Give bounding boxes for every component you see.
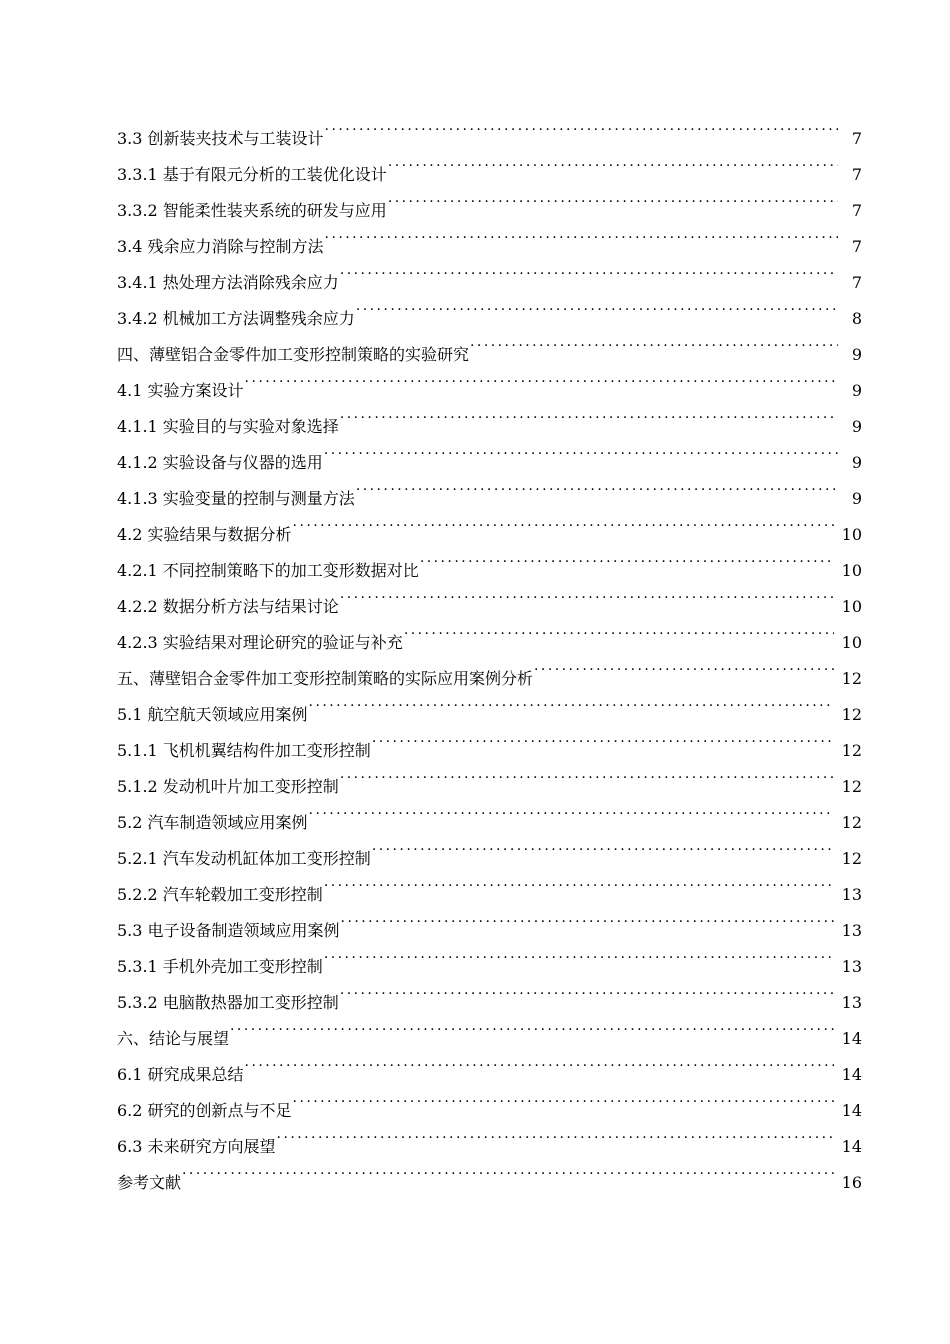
toc-leader-dots [404,612,834,648]
toc-entry-page: 10 [841,597,862,616]
toc-leader-dots [388,180,838,216]
toc-entry-title: 3.4.2 机械加工方法调整残余应力 [117,309,355,328]
toc-leader-dots [245,360,838,396]
toc-entry-title: 3.3 创新装夹技术与工装设计 [117,129,324,148]
toc-entry[interactable] [117,1152,862,1192]
toc-leader-dots [372,828,834,864]
toc-entry-page: 13 [841,957,862,976]
toc-leader-dots [324,864,834,900]
toc-leader-dots [325,216,838,252]
toc-leader-dots [325,108,838,144]
toc-entry-page: 9 [851,489,862,508]
toc-leader-dots [340,972,834,1008]
toc-entry-page: 14 [841,1029,862,1048]
toc-entry-page: 12 [841,777,862,796]
toc-entry-page: 7 [851,129,862,148]
toc-entry-page: 9 [851,345,862,364]
toc-leader-dots [324,432,838,468]
toc-entry-page: 13 [841,921,862,940]
toc-entry-page: 12 [841,849,862,868]
toc-entry-page: 14 [841,1137,862,1156]
toc-leader-dots [388,144,838,180]
toc-leader-dots [341,900,834,936]
toc-leader-dots [372,720,834,756]
toc-entry-page: 12 [841,705,862,724]
toc-entry-title: 6.2 研究的创新点与不足 [117,1101,292,1120]
toc-entry-page: 7 [851,201,862,220]
toc-entry-page: 14 [841,1065,862,1084]
toc-leader-dots [324,936,834,972]
toc-entry-title: 5.1 航空航天领域应用案例 [117,705,308,724]
toc-leader-dots [277,1116,834,1152]
toc-entry-title: 6.1 研究成果总结 [117,1065,244,1084]
toc-leader-dots [470,324,838,360]
toc-entry-title: 3.4.1 热处理方法消除残余应力 [117,273,339,292]
toc-entry-page: 12 [841,669,862,688]
toc-entry-page: 13 [841,885,862,904]
toc-leader-dots [420,540,834,576]
table-of-contents [117,108,862,1192]
toc-entry-title: 五、薄壁铝合金零件加工变形控制策略的实际应用案例分析 [117,669,534,688]
toc-entry-title: 3.3.1 基于有限元分析的工装优化设计 [117,165,387,184]
toc-entry-page: 13 [841,993,862,1012]
toc-entry-page: 16 [841,1173,862,1192]
toc-leader-dots [534,648,834,684]
toc-leader-dots [340,252,838,288]
toc-leader-dots [182,1152,834,1188]
toc-entry-page: 8 [851,309,862,328]
toc-entry-title: 四、薄壁铝合金零件加工变形控制策略的实验研究 [117,345,470,364]
toc-entry-page: 7 [851,237,862,256]
toc-entry-title: 参考文献 [117,1173,182,1192]
toc-entry-page: 12 [841,813,862,832]
toc-entry-page: 9 [851,417,862,436]
toc-leader-dots [309,684,834,720]
toc-entry-page: 9 [851,381,862,400]
toc-entry-page: 10 [841,561,862,580]
toc-entry-title: 4.1 实验方案设计 [117,381,244,400]
toc-leader-dots [340,396,838,432]
toc-entry-page: 7 [851,165,862,184]
toc-entry-title: 6.3 未来研究方向展望 [117,1137,276,1156]
toc-entry-title: 3.4 残余应力消除与控制方法 [117,237,324,256]
toc-entry-page: 12 [841,741,862,760]
toc-entry-title: 5.1.1 飞机机翼结构件加工变形控制 [117,741,371,760]
toc-entry-title: 4.1.2 实验设备与仪器的选用 [117,453,323,472]
toc-entry[interactable] [117,108,862,148]
toc-leader-dots [293,504,834,540]
toc-leader-dots [293,1080,834,1116]
toc-entry-title: 六、结论与展望 [117,1029,230,1048]
toc-entry-title: 4.1.3 实验变量的控制与测量方法 [117,489,355,508]
toc-entry-page: 7 [851,273,862,292]
toc-leader-dots [340,756,834,792]
toc-entry-title: 3.3.2 智能柔性装夹系统的研发与应用 [117,201,387,220]
toc-entry-title: 4.2.2 数据分析方法与结果讨论 [117,597,339,616]
toc-leader-dots [309,792,834,828]
toc-entry-page: 14 [841,1101,862,1120]
toc-entry-title: 5.3 电子设备制造领域应用案例 [117,921,340,940]
toc-entry-title: 4.2 实验结果与数据分析 [117,525,292,544]
toc-entry-title: 5.2.1 汽车发动机缸体加工变形控制 [117,849,371,868]
toc-entry-title: 5.2.2 汽车轮毂加工变形控制 [117,885,323,904]
toc-entry-title: 4.2.3 实验结果对理论研究的验证与补充 [117,633,403,652]
toc-entry-title: 4.2.1 不同控制策略下的加工变形数据对比 [117,561,419,580]
toc-entry-title: 5.3.2 电脑散热器加工变形控制 [117,993,339,1012]
toc-entry-page: 10 [841,633,862,652]
toc-entry-title: 5.1.2 发动机叶片加工变形控制 [117,777,339,796]
toc-leader-dots [356,288,838,324]
toc-entry-page: 9 [851,453,862,472]
toc-leader-dots [356,468,838,504]
toc-entry-title: 5.3.1 手机外壳加工变形控制 [117,957,323,976]
toc-leader-dots [230,1008,834,1044]
toc-entry-title: 4.1.1 实验目的与实验对象选择 [117,417,339,436]
toc-entry-page: 10 [841,525,862,544]
toc-leader-dots [245,1044,834,1080]
toc-leader-dots [340,576,834,612]
toc-entry-title: 5.2 汽车制造领域应用案例 [117,813,308,832]
